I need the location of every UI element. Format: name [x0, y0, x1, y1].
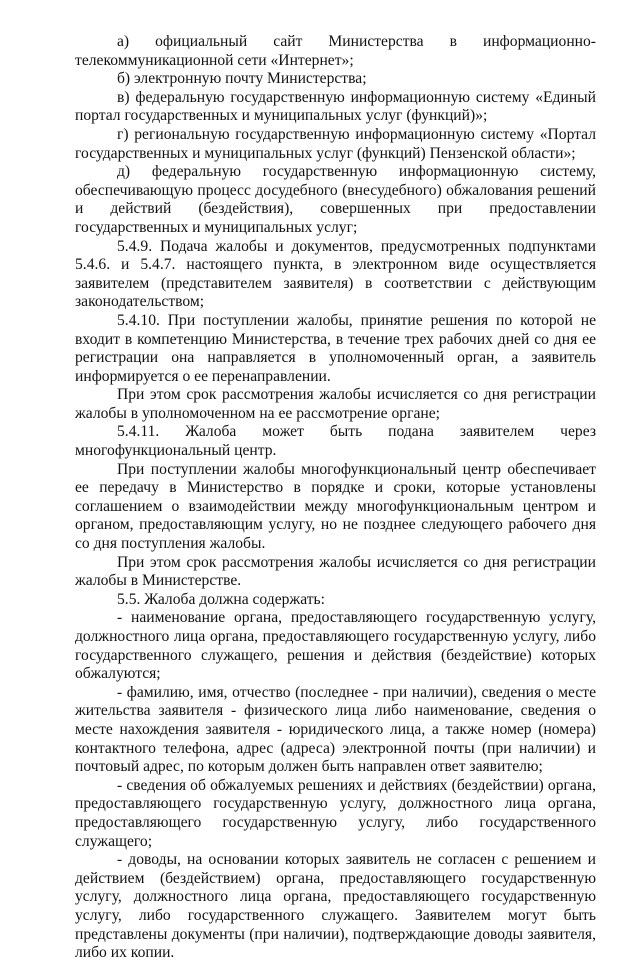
list-item-d: д) федеральную государственную информационную систему, обеспечивающую процесс досудебного (внесудебного) обжалования решений и действий (бездействия), совершенных при предоставлении государственных и муниципальных услуг;: [75, 163, 596, 236]
clause-5-4-11: 5.4.11. Жалоба может быть подана заявителем через многофункциональный центр.: [75, 423, 596, 460]
requirement-item-4: - доводы, на основании которых заявитель не согласен с решением и действием (бездействием) органа, предоставляющего государственную услугу, должностного лица органа, предоставляющего государственную услугу, либо государственного служащего. Заявителем могут быть представлены документы (при наличии), подтверждающие доводы заявителя, либо их копии.: [75, 851, 596, 962]
clause-5-4-11-term: При этом срок рассмотрения жалобы исчисляется со дня регистрации жалобы в Министерстве.: [75, 553, 596, 590]
clause-5-4-9: 5.4.9. Подача жалобы и документов, предусмотренных подпунктами 5.4.6. и 5.4.7. настоящего пункта, в электронном виде осуществляется заявителем (представителем заявителя) в соответствии с действующим законодательством;: [75, 237, 596, 311]
list-item-v: в) федеральную государственную информационную систему «Единый портал государственных и муниципальных услуг (функций)»;: [75, 88, 596, 125]
requirement-item-2: - фамилию, имя, отчество (последнее - при наличии), сведения о месте жительства заявителя - физического лица либо наименование, сведения о месте нахождения заявителя - юридического лица, а также номер (номера) контактного телефона, адрес (адреса) электронной почты (при наличии) и почтовый адрес, по которым должен быть направлен ответ заявителю;: [75, 683, 596, 776]
clause-5-5: 5.5. Жалоба должна содержать:: [117, 590, 325, 608]
document-page: [75, 33, 596, 963]
clause-5-4-10: 5.4.10. При поступлении жалобы, принятие решения по которой не входит в компетенцию Министерства, в течение трех рабочих дней со дня ее регистрации она направляется в уполномоченный орган, а заявитель информируется о ее перенаправлении.: [75, 311, 596, 385]
clause-5-4-10-term: При этом срок рассмотрения жалобы исчисляется со дня регистрации жалобы в уполномоченном на ее рассмотрение органе;: [75, 386, 596, 422]
list-item-g: г) региональную государственную информационную систему «Портал государственных и муниципальных услуг (функций) Пензенской области»;: [75, 125, 596, 162]
requirement-item-3: - сведения об обжалуемых решениях и действиях (бездействии) органа, предоставляющего государственную услугу, должностного лица органа, предоставляющего государственную услугу, либо государственного служащего;: [75, 776, 596, 850]
requirement-item-1: - наименование органа, предоставляющего государственную услугу, должностного лица органа, предоставляющего государственную услугу, либо государственного служащего, решения и действия (бездействие) которых обжалуются;: [75, 609, 596, 683]
list-item-b: б) электронную почту Министерства;: [117, 70, 367, 88]
list-item-a: а) официальный сайт Министерства в информационно-телекоммуникационной сети «Интернет»;: [75, 33, 596, 69]
clause-5-4-11-transfer: При поступлении жалобы многофункциональный центр обеспечивает ее передачу в Министерство в порядке и сроки, которые установлены соглашением о взаимодействии между многофункциональным центром и органом, предоставляющим услугу, но не позднее следующего рабочего дня со дня поступления жалобы.: [75, 460, 596, 553]
